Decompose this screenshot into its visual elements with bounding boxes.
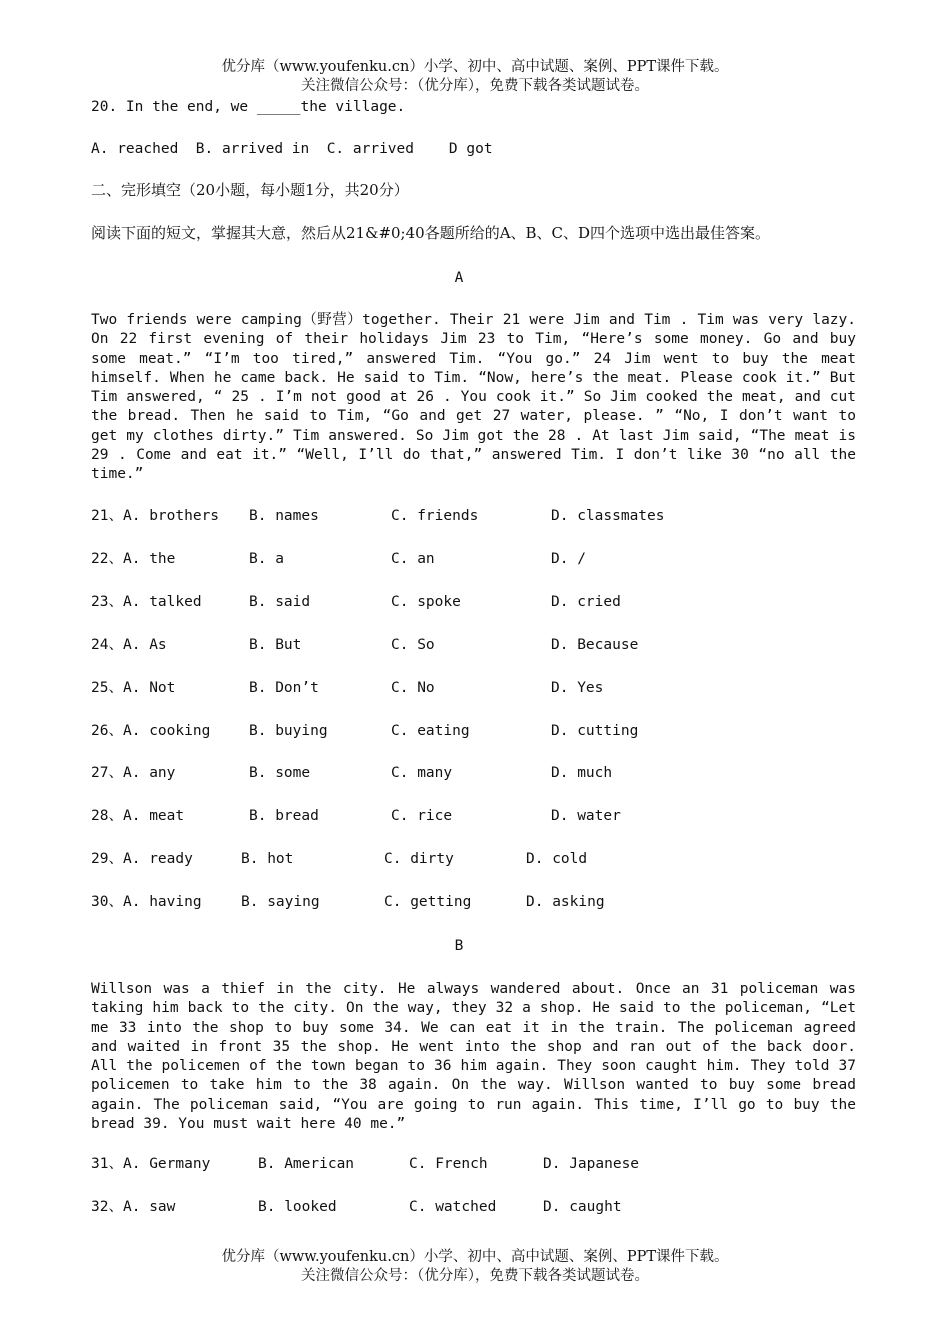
option-b: B. some <box>249 765 311 782</box>
question-20-options: A. reached B. arrived in C. arrived D got <box>91 141 493 157</box>
question-number: 31、 <box>91 1156 123 1172</box>
question-number: 32、 <box>91 1199 123 1215</box>
option-a: A. Not <box>123 679 176 696</box>
option-c: C. getting <box>384 894 472 911</box>
option-a: A. Germany <box>123 1156 211 1172</box>
section-title: 二、完形填空（20小题，每小题1分，共20分） <box>91 181 409 199</box>
option-d: D. / <box>551 550 586 567</box>
option-c: C. many <box>391 765 453 782</box>
option-d: D. much <box>551 765 613 782</box>
option-d: D. caught <box>543 1199 622 1215</box>
option-a: A. meat <box>123 808 185 825</box>
question-number: 29、 <box>91 851 123 868</box>
question-number: 21、 <box>91 508 123 524</box>
option-b: B. said <box>249 593 311 610</box>
question-number: 28、 <box>91 808 123 825</box>
option-d: D. classmates <box>551 508 665 524</box>
passage-a-label: A <box>454 270 464 286</box>
option-b: B. bread <box>249 808 319 825</box>
question-number: 23、 <box>91 593 123 610</box>
option-d: D. Japanese <box>543 1156 640 1172</box>
option-b: B. saying <box>241 894 320 911</box>
page-header <box>0 58 950 96</box>
option-a: A. As <box>123 636 167 653</box>
option-c: C. eating <box>391 722 470 739</box>
option-d: D. Yes <box>551 679 604 696</box>
option-a: A. talked <box>123 593 202 610</box>
option-d: D. cried <box>551 593 621 610</box>
option-b: B. buying <box>249 722 328 739</box>
option-b: B. hot <box>241 851 294 868</box>
question-number: 24、 <box>91 636 123 653</box>
question-number: 25、 <box>91 679 123 696</box>
option-a: A. saw <box>123 1199 176 1215</box>
passage-b-label: B <box>454 938 464 954</box>
option-a: A. any <box>123 765 176 782</box>
option-c: C. So <box>391 636 435 653</box>
question-number: 26、 <box>91 722 123 739</box>
option-b: B. looked <box>258 1199 337 1215</box>
question-20-stem: 20. In the end, we _____the village. <box>91 99 406 115</box>
option-b: B. names <box>249 508 319 524</box>
option-c: C. rice <box>391 808 453 825</box>
page-footer <box>0 1248 950 1286</box>
option-d: D. cold <box>526 851 588 868</box>
option-c: C. French <box>409 1156 488 1172</box>
option-d: D. water <box>551 808 621 825</box>
option-c: C. spoke <box>391 593 461 610</box>
option-a: A. cooking <box>123 722 211 739</box>
option-a: A. brothers <box>123 508 220 524</box>
option-c: C. No <box>391 679 435 696</box>
header-line-2: 关注微信公众号：（优分库），免费下载各类试题试卷。 <box>301 78 649 94</box>
option-b: B. American <box>258 1156 355 1172</box>
option-b: B. a <box>249 550 284 567</box>
passage-b-text: Willson was a thief in the city. He always wandered about. Once an 31 policeman was taking him back to the city. On the way, they 32 a shop. He said to the policeman, “Let me 33 into the shop to buy some 34. We can eat it in the train. The policeman agreed and waited in front 35 the shop. He went into the shop and ran out of the back door. All the policemen of the town began to 36 him again. They soon caught him. They told 37 policemen to take him to the 38 again. On the way. Willson wanted to buy some bread again. The policeman said, “You are going to run again. This time, I’ll go to buy the bread 39. You must wait here 40 me.” <box>91 981 856 1133</box>
footer-line-1: 优分库（www.youfenku.cn）小学、初中、高中试题、案例、PPT课件下载。 <box>221 1249 729 1265</box>
option-a: A. ready <box>123 851 193 868</box>
question-number: 30、 <box>91 894 123 911</box>
option-c: C. watched <box>409 1199 497 1215</box>
option-d: D. cutting <box>551 722 639 739</box>
option-c: C. an <box>391 550 435 567</box>
option-b: B. But <box>249 636 302 653</box>
option-d: D. Because <box>551 636 639 653</box>
option-a: A. the <box>123 550 176 567</box>
question-number: 27、 <box>91 765 123 782</box>
option-d: D. asking <box>526 894 605 911</box>
option-c: C. friends <box>391 508 479 524</box>
option-b: B. Don’t <box>249 679 319 696</box>
option-a: A. having <box>123 894 202 911</box>
footer-line-2: 关注微信公众号：（优分库），免费下载各类试题试卷。 <box>301 1268 649 1284</box>
option-c: C. dirty <box>384 851 454 868</box>
section-instruction: 阅读下面的短文，掌握其大意，然后从21&#0;40各题所给的A、B、C、D四个选项中选出最佳答案。 <box>91 224 771 242</box>
passage-a-text: Two friends were camping（野营）together. Their 21 were Jim and Tim . Tim was very lazy. On 22 first evening of their holidays Jim 23 to Tim, “Here’s some money. Go and buy some meat.” “I’m too tired,” answered Tim. “You go.” 24 Jim went to buy the meat himself. When he came back. He said to Tim. “Now, here’s the meat. Please cook it.” But Tim answered, “ 25 . I’m not good at 26 . You cook it.” So Jim cooked the meat, and cut the bread. Then he said to Tim, “Go and get 27 water, please. ” “No, I don’t want to get my clothes dirty.” Tim answered. So Jim got the 28 . At last Jim said, “The meat is 29 . Come and eat it.” “Well, I’ll do that,” answered Tim. I don’t like 30 “no all the time.” <box>91 312 856 483</box>
header-line-1: 优分库（www.youfenku.cn）小学、初中、高中试题、案例、PPT课件下载。 <box>221 59 729 75</box>
question-number: 22、 <box>91 550 123 567</box>
